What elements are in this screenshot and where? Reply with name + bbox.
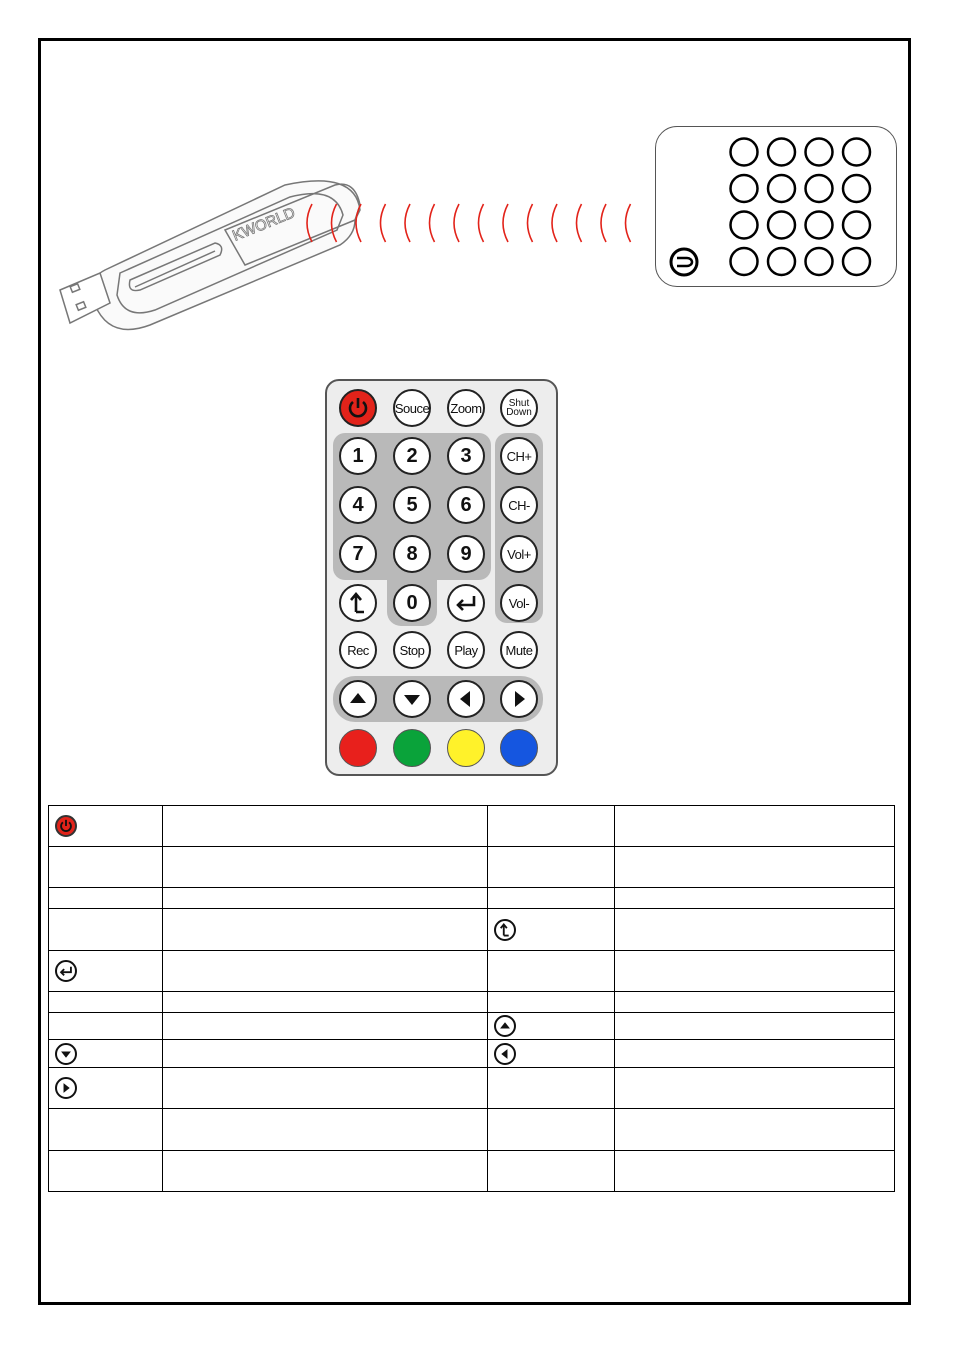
down-button[interactable] — [393, 680, 431, 718]
right-arrow-icon — [55, 1077, 77, 1099]
left-button[interactable] — [447, 680, 485, 718]
table-row — [49, 909, 895, 951]
zoom-button[interactable]: Zoom — [447, 389, 485, 427]
table-cell — [163, 1068, 488, 1109]
ir-wave-arc — [454, 204, 459, 242]
down-arrow-icon — [55, 1043, 77, 1065]
shutdown-button[interactable]: Shut Down — [500, 389, 538, 427]
ir-wave-arc — [430, 204, 435, 242]
number-3-button[interactable]: 3 — [447, 437, 485, 475]
table-cell — [49, 1109, 163, 1151]
table-row — [49, 806, 895, 847]
table-row — [49, 888, 895, 909]
table-cell — [49, 951, 163, 992]
ch-up-button[interactable]: CH+ — [500, 437, 538, 475]
table-cell — [615, 1151, 895, 1192]
green-button[interactable] — [393, 729, 431, 767]
table-cell — [163, 909, 488, 951]
keypad-key — [731, 248, 758, 275]
number-5-button[interactable]: 5 — [393, 486, 431, 524]
ir-wave-arc — [503, 204, 508, 242]
left-arrow-icon — [453, 686, 479, 712]
table-cell — [163, 888, 488, 909]
blue-button[interactable] — [500, 729, 538, 767]
keypad-key — [768, 212, 795, 239]
power-icon — [345, 395, 371, 421]
ir-signal-waves — [298, 200, 638, 246]
play-button[interactable]: Play — [447, 631, 485, 669]
table-cell — [615, 992, 895, 1013]
recall-icon — [347, 590, 369, 616]
keypad-key — [731, 212, 758, 239]
table-row — [49, 992, 895, 1013]
ir-wave-arc — [307, 204, 312, 242]
keypad-power-icon — [671, 249, 697, 275]
ir-wave-arc — [405, 204, 410, 242]
table-row — [49, 1040, 895, 1068]
number-7-button[interactable]: 7 — [339, 535, 377, 573]
keypad-key — [843, 212, 870, 239]
table-cell — [488, 847, 615, 888]
table-cell — [163, 847, 488, 888]
table-cell — [49, 1040, 163, 1068]
table-cell — [615, 951, 895, 992]
keypad-key — [843, 175, 870, 202]
table-cell — [49, 909, 163, 951]
table-cell — [49, 847, 163, 888]
keypad-key — [806, 248, 833, 275]
key-function-table — [48, 805, 895, 1192]
table-cell — [615, 1109, 895, 1151]
table-row — [49, 951, 895, 992]
keypad-key — [731, 175, 758, 202]
recall-button[interactable] — [339, 584, 377, 622]
number-0-button[interactable]: 0 — [393, 584, 431, 622]
yellow-button[interactable] — [447, 729, 485, 767]
table-row — [49, 1109, 895, 1151]
keypad-key — [843, 139, 870, 166]
vol-down-button[interactable]: Vol- — [500, 584, 538, 622]
table-cell — [488, 1151, 615, 1192]
table-cell — [163, 992, 488, 1013]
ir-wave-arc — [479, 204, 484, 242]
brand-logo-text: KWORLD — [230, 204, 298, 245]
power-icon — [55, 815, 77, 837]
rec-button[interactable]: Rec — [339, 631, 377, 669]
recall-icon — [494, 919, 516, 941]
red-button[interactable] — [339, 729, 377, 767]
ir-wave-arc — [577, 204, 582, 242]
enter-button[interactable] — [447, 584, 485, 622]
keypad-diagram — [655, 126, 897, 287]
table-cell — [615, 1068, 895, 1109]
keypad-key — [843, 248, 870, 275]
table-cell — [615, 888, 895, 909]
table-row — [49, 1013, 895, 1040]
table-row — [49, 1151, 895, 1192]
table-row — [49, 847, 895, 888]
table-cell — [615, 847, 895, 888]
table-cell — [488, 1040, 615, 1068]
right-arrow-icon — [506, 686, 532, 712]
power-button[interactable] — [339, 389, 377, 427]
right-button[interactable] — [500, 680, 538, 718]
number-6-button[interactable]: 6 — [447, 486, 485, 524]
keypad-key — [806, 175, 833, 202]
table-cell — [488, 909, 615, 951]
up-arrow-icon — [345, 686, 371, 712]
table-cell — [488, 806, 615, 847]
ir-wave-arc — [601, 204, 606, 242]
table-cell — [163, 1151, 488, 1192]
table-cell — [49, 1068, 163, 1109]
number-2-button[interactable]: 2 — [393, 437, 431, 475]
table-cell — [163, 1040, 488, 1068]
table-cell — [163, 806, 488, 847]
number-1-button[interactable]: 1 — [339, 437, 377, 475]
ir-wave-arc — [332, 204, 337, 242]
keypad-key — [806, 139, 833, 166]
enter-icon — [453, 593, 479, 613]
table-cell — [163, 1013, 488, 1040]
table-cell — [615, 1013, 895, 1040]
number-8-button[interactable]: 8 — [393, 535, 431, 573]
keypad-key — [731, 139, 758, 166]
keypad-key — [768, 139, 795, 166]
enter-icon — [55, 960, 77, 982]
ch-down-button[interactable]: CH- — [500, 486, 538, 524]
table-row — [49, 1068, 895, 1109]
table-cell — [49, 1013, 163, 1040]
keypad-key — [768, 248, 795, 275]
number-4-button[interactable]: 4 — [339, 486, 377, 524]
keypad-key — [768, 175, 795, 202]
up-button[interactable] — [339, 680, 377, 718]
table-cell — [49, 992, 163, 1013]
vol-up-button[interactable]: Vol+ — [500, 535, 538, 573]
table-cell — [488, 888, 615, 909]
table-cell — [488, 1109, 615, 1151]
remote-control — [325, 379, 558, 776]
left-arrow-icon — [494, 1043, 516, 1065]
number-9-button[interactable]: 9 — [447, 535, 485, 573]
table-cell — [49, 1151, 163, 1192]
table-cell — [615, 909, 895, 951]
stop-button[interactable]: Stop — [393, 631, 431, 669]
ir-wave-arc — [626, 204, 631, 242]
table-cell — [488, 992, 615, 1013]
table-cell — [488, 1068, 615, 1109]
table-cell — [615, 806, 895, 847]
table-cell — [49, 806, 163, 847]
table-cell — [163, 1109, 488, 1151]
mute-button[interactable]: Mute — [500, 631, 538, 669]
table-cell — [488, 951, 615, 992]
table-cell — [615, 1040, 895, 1068]
down-arrow-icon — [399, 686, 425, 712]
up-arrow-icon — [494, 1015, 516, 1037]
source-button[interactable]: Souce — [393, 389, 431, 427]
table-cell — [49, 888, 163, 909]
table-cell — [163, 951, 488, 992]
keypad-key — [806, 212, 833, 239]
ir-wave-arc — [552, 204, 557, 242]
table-cell — [488, 1013, 615, 1040]
ir-wave-arc — [356, 204, 361, 242]
ir-wave-arc — [381, 204, 386, 242]
ir-wave-arc — [528, 204, 533, 242]
